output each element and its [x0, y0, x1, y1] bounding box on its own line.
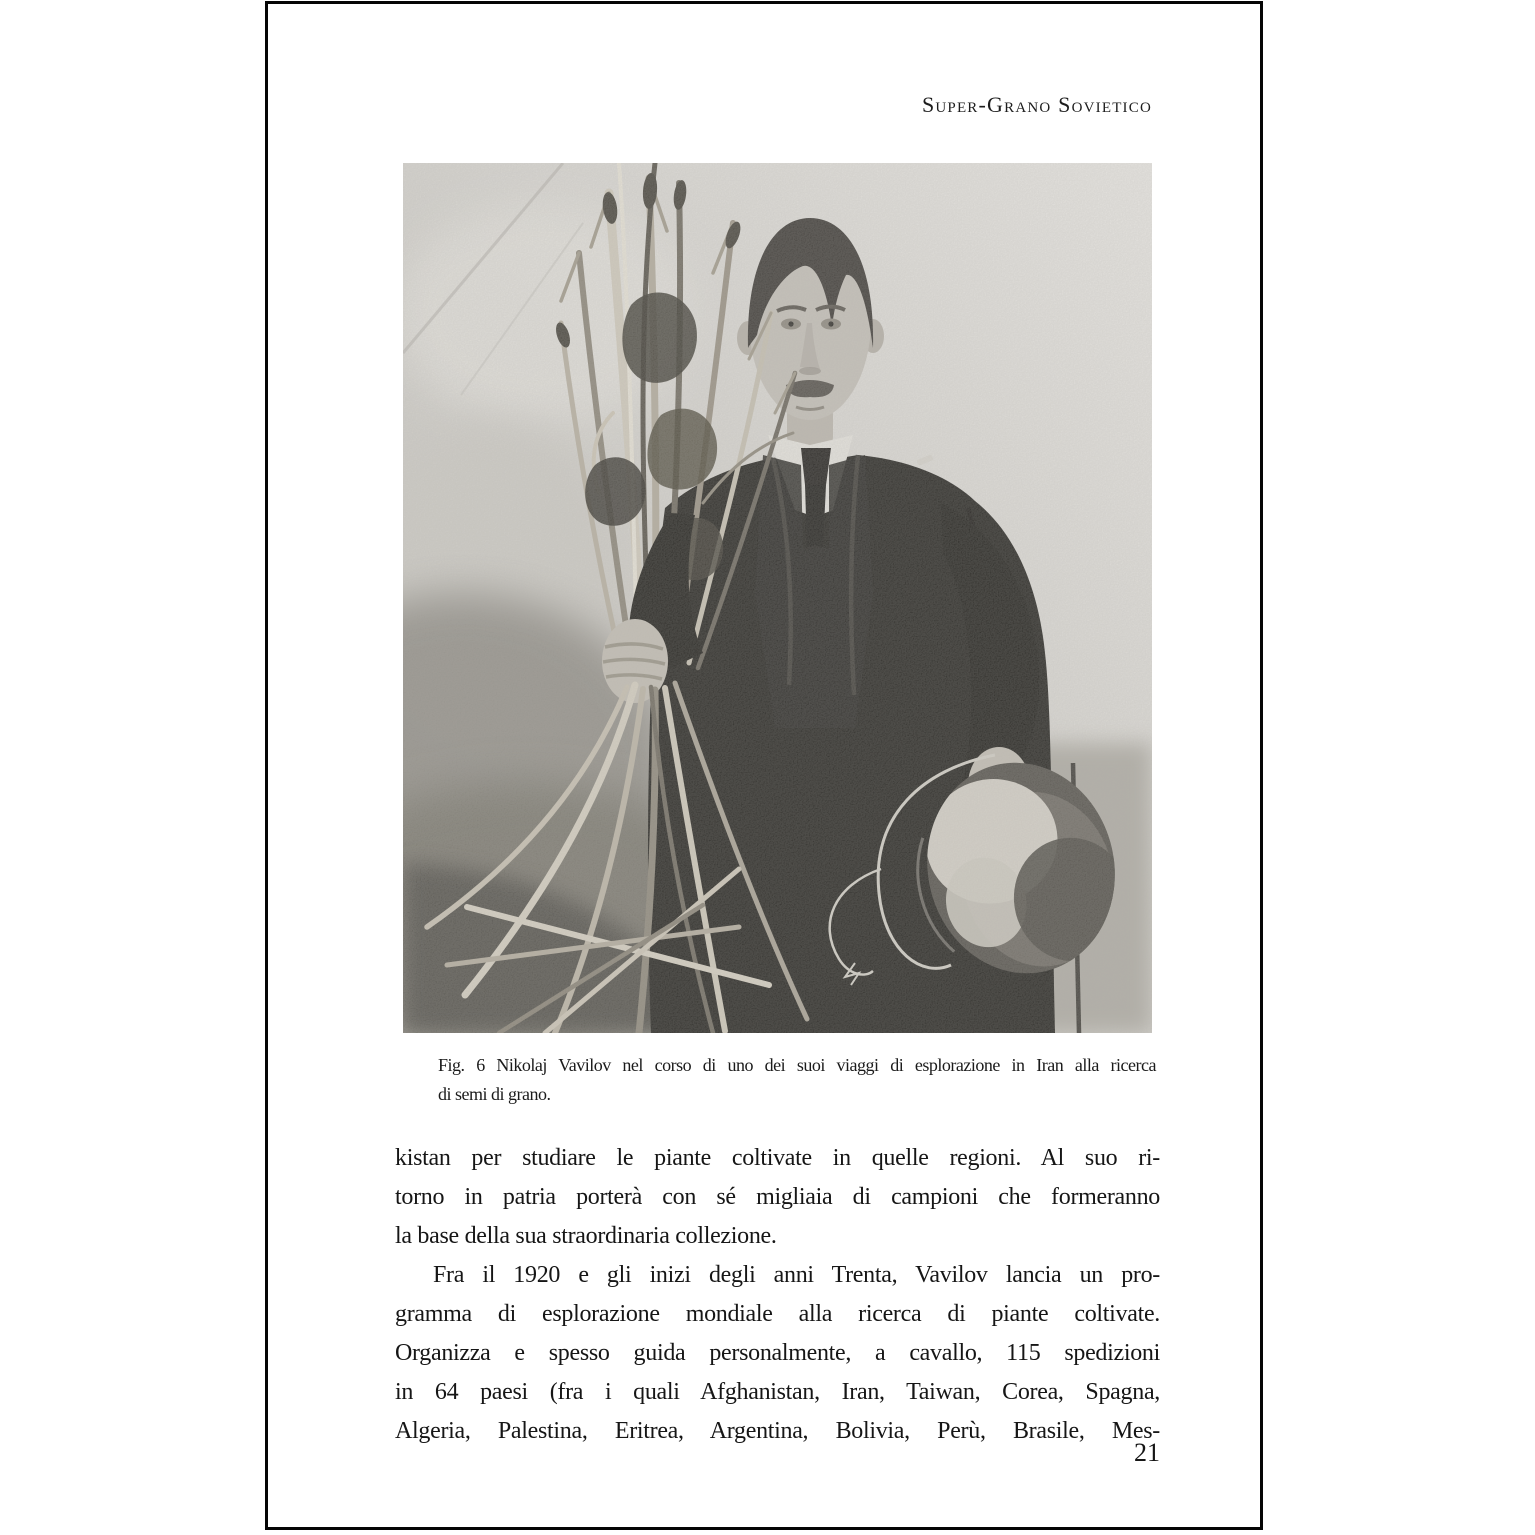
page-number: 21 — [1134, 1438, 1160, 1467]
body-line: la base della sua straordinaria collezione. — [395, 1223, 777, 1249]
photo-grain-overlay — [403, 163, 1152, 1033]
page-border — [265, 1, 1263, 1530]
body-line: Algeria, Palestina, Eritrea, Argentina, Bolivia, Perù, Brasile, Mes- — [395, 1418, 1160, 1444]
body-line: kistan per studiare le piante coltivate in quelle regioni. Al suo ri- — [395, 1145, 1160, 1171]
caption-line: Fig. 6 Nikolaj Vavilov nel corso di uno dei suoi viaggi di esplorazione in Iran alla ricerca — [438, 1055, 1156, 1075]
body-line: torno in patria porterà con sé migliaia di campioni che formeranno — [395, 1184, 1160, 1210]
body-text — [395, 1139, 1160, 1451]
running-header: Super-Grano Sovietico — [921, 92, 1152, 117]
body-line: Organizza e spesso guida personalmente, a cavallo, 115 spedizioni — [395, 1340, 1160, 1366]
body-line: gramma di esplorazione mondiale alla ricerca di piante coltivate. — [395, 1301, 1160, 1327]
figure-photo — [403, 163, 1152, 1033]
body-line: in 64 paesi (fra i quali Afghanistan, Iran, Taiwan, Corea, Spagna, — [395, 1379, 1160, 1405]
figure-caption — [438, 1051, 1156, 1109]
vavilov-photo-illustration — [403, 163, 1152, 1033]
caption-line: di semi di grano. — [438, 1084, 551, 1104]
body-line: Fra il 1920 e gli inizi degli anni Trenta, Vavilov lancia un pro- — [433, 1262, 1160, 1288]
